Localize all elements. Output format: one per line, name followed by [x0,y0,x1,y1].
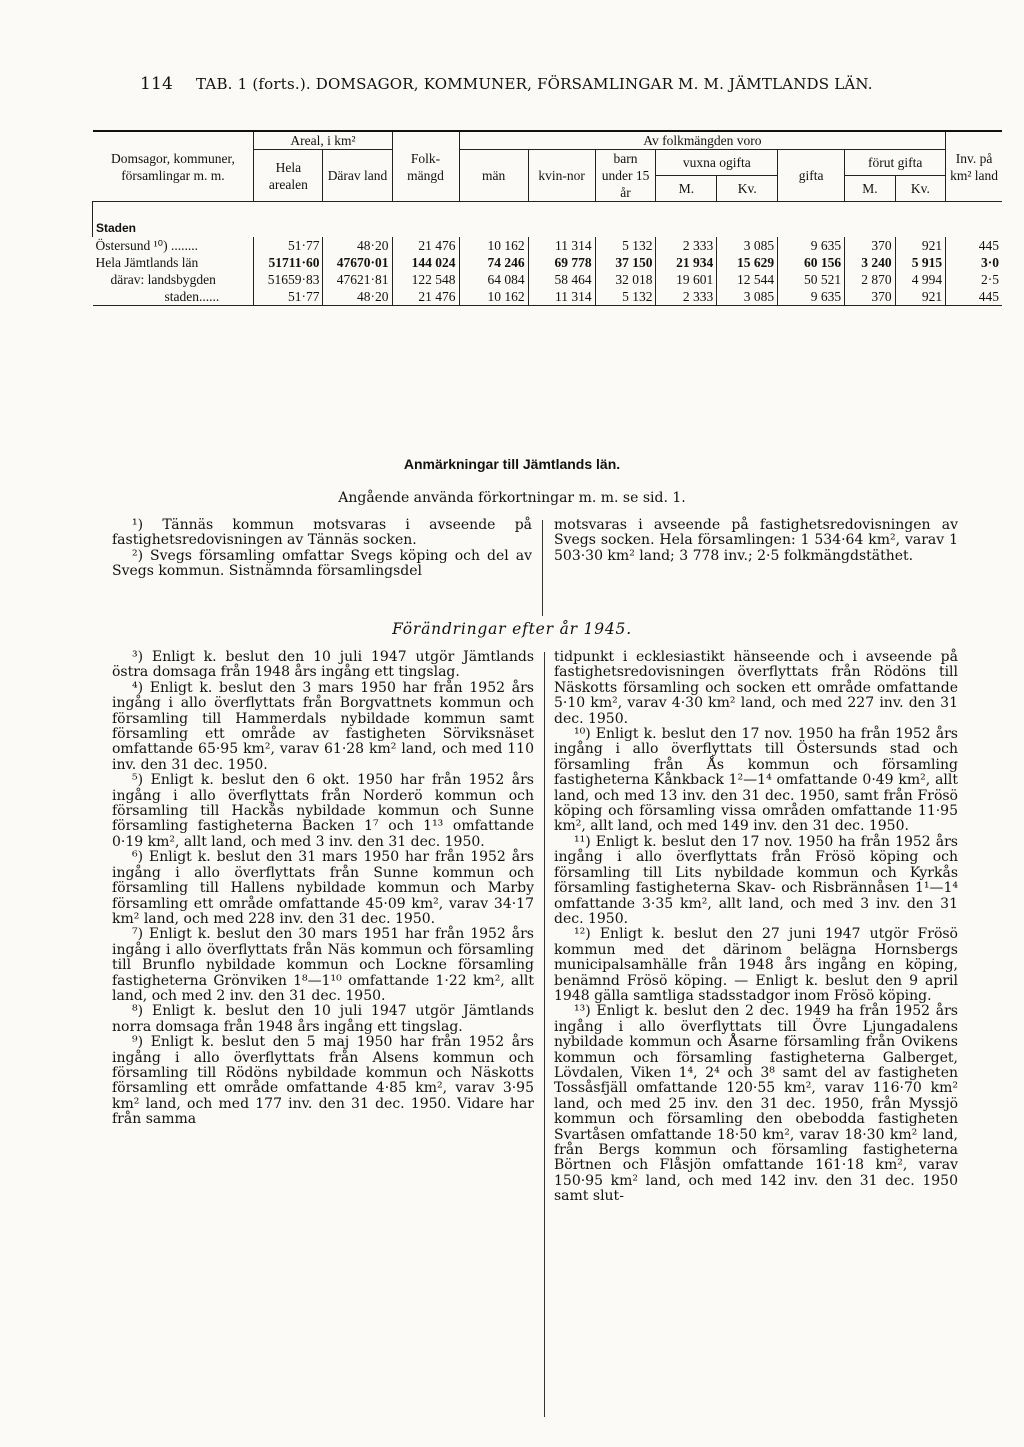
forut-m-header: M. [845,176,896,202]
notes-column-right [554,650,958,1205]
table-cell: 32 018 [595,271,656,288]
column-divider [544,652,545,1417]
table-cell: 11 314 [528,288,595,306]
running-header [140,74,960,94]
footnote-7: ⁷) Enligt k. beslut den 30 mars 1951 har från 1952 års ingång i allo överflyttats från Näs kommun och församling till Brunflo nybildade kommun och Lockne församling fastigheterna Grönviken 1⁸—1¹⁰ omfattande 1·22 km², allt land, och med 2 inv. den 31 dec. 1950. [112,926,534,1004]
table-cell: 47621·81 [323,271,392,288]
footnote-13: ¹³) Enligt k. beslut den 2 dec. 1949 ha från 1952 års ingång i allo överflyttats till Övre Ljungadalens nybildade kommun och Åsarne församling från Ovikens kommun och församling fastigheterna Galberget, Lövdalen, Viken 1⁴, 2⁴ och 3⁸ samt del av fastigheten Tossåsfjäll omfattande 120·55 km², varav 116·70 km² land, och med 25 inv. den 31 dec. 1950, från Myssjö kommun och församling den obebodda fastigheten Svartåsen omfattande 18·50 km², varav 18·30 km² land, från Bergs kommun och församling fastigheterna Börtnen och Flåsjön omfattande 161·18 km², varav 150·95 km² land, och med 142 inv. den 31 dec. 1950 samt slut- [554,1003,958,1205]
table-cell: 4 994 [895,271,946,288]
table-cell: 21 476 [392,288,459,306]
table-cell: 19 601 [656,271,717,288]
table-cell: 48·20 [323,288,392,306]
forut-gifta-header: förut gifta [845,150,946,176]
folkmangd-header: Folk-mängd [392,131,459,202]
table-cell: 69 778 [528,254,595,271]
footnote-9: ⁹) Enligt k. beslut den 5 maj 1950 har från 1952 års ingång i allo överflyttats från Alsens kommun och församling till Rödöns nybildade kommun och Näskotts församling ett område omfattande 4·85 km², varav 3·95 km² land, och med 177 inv. den 31 dec. 1950. Vidare har från samma [112,1034,534,1128]
table-cell: 2 333 [656,288,717,306]
row-label: Hela Jämtlands län [95,255,199,270]
inv-header: Inv. på km² land [946,131,1002,202]
column-divider [542,520,543,616]
notes-column-left [112,650,534,1128]
table-cell: 370 [845,237,896,254]
row-label: staden...... [93,288,254,306]
table-cell: 3 085 [717,288,778,306]
table-cell: 2·5 [946,271,1002,288]
table-cell: 10 162 [459,288,528,306]
footnote-12: ¹²) Enligt k. beslut den 27 juni 1947 utgör Frösö kommun med det därinom belägna Hornsbergs municipalsamhälle från 1948 års ingång en köping, benämnd Frösö köping. — Enligt k. beslut den 9 april 1948 gälla samtliga stadsstadgor inom Frösö köping. [554,926,958,1004]
table-cell: 60 156 [778,254,845,271]
footnote-10: ¹⁰) Enligt k. beslut den 17 nov. 1950 ha från 1952 års ingång i allo överflyttats till Östersunds stad och församling från Ås kommun och församling fastigheterna Kånkback 1²—1⁴ omfattande 0·49 km², allt land, och med 13 inv. den 31 dec. 1950, samt från Frösö köping och församling vissa områden omfattande 11·95 km², allt land, och med 149 inv. den 31 dec. 1950. [554,726,958,835]
footnote-1: ¹) Tännäs kommun motsvaras i avseende på fastighetsredovisningen av Tännäs socken. [112,517,532,549]
table-cell: 51·77 [254,288,323,306]
table-cell: 370 [845,288,896,306]
statistics-table [92,130,1002,306]
kvinnor-header: kvin-nor [528,150,595,202]
table-cell: 445 [946,288,1002,306]
running-title: TAB. 1 (forts.). DOMSAGOR, KOMMUNER, FÖRSAMLINGAR M. M. JÄMTLANDS LÄN. [196,75,873,93]
notes-title: Anmärkningar till Jämtlands län. [403,456,621,472]
forut-kv-header: Kv. [895,176,946,202]
table-cell: 5 132 [595,288,656,306]
abbreviation-note: Angående använda förkortningar m. m. se sid. 1. [338,490,686,506]
table-cell: 51711·60 [254,254,323,271]
darav-land-header: Därav land [323,150,392,202]
table-cell: 51659·83 [254,271,323,288]
footnote-2-continued: motsvaras i avseende på fastighetsredovisningen av Svegs socken. Hela församlingen: 1 534·64 km², varav 1 503·30 km² land; 3 778 inv.; 2·5 folkmängdstäthet. [554,517,958,564]
table-cell: 74 246 [459,254,528,271]
footnote-2: ²) Svegs församling omfattar Svegs köping och del av Svegs kommun. Sistnämnda församlingsdel [112,547,532,580]
table-cell: 3·0 [946,254,1002,271]
table-cell: 3 085 [717,237,778,254]
table-row [93,271,1003,288]
table-cell: 50 521 [778,271,845,288]
footnote-3: ³) Enligt k. beslut den 10 juli 1947 utgör Jämtlands östra domsaga från 1948 års ingång ett tingslag. [112,649,534,681]
table-cell: 11 314 [528,237,595,254]
row-label: därav: landsbygden [110,272,216,287]
footnote-4: ⁴) Enligt k. beslut den 3 mars 1950 har från 1952 års ingång i allo överflyttats från Borgvattnets kommun och församling till Hammerdals nybildade kommun samt församling ett område av fastigheten Sörviksnäset omfattande 65·95 km², varav 61·28 km² land, och med 110 inv. den 31 dec. 1950. [112,679,534,773]
table-cell: 48·20 [323,237,392,254]
table-row [93,254,1003,271]
table-cell: 21 934 [656,254,717,271]
footnote-11: ¹¹) Enligt k. beslut den 17 nov. 1950 ha från 1952 års ingång i allo överflyttats från Frösö köping och församling till Lits nybildade kommun och Kyrkås församling fastigheterna Skav- och Risbrännåsen 1¹—1⁴ omfattande 3·35 km², allt land, och med 3 inv. den 31 dec. 1950. [554,833,958,927]
row-label-header: Domsagor, kommuner, församlingar m. m. [93,131,254,202]
table-cell: 3 240 [845,254,896,271]
footnote-8: ⁸) Enligt k. beslut den 10 juli 1947 utgör Jämtlands norra domsaga från 1948 års ingång ett tingslag. [112,1003,534,1035]
table-cell: 921 [895,288,946,306]
page-number: 114 [140,74,174,94]
table-cell: 51·77 [254,237,323,254]
av-folkmangden-header: Av folkmängden voro [459,131,946,150]
barn-header: barn under 15 år [595,150,656,202]
table-cell: 921 [895,237,946,254]
table-cell: 9 635 [778,288,845,306]
man-header: män [459,150,528,202]
footnote-6: ⁶) Enligt k. beslut den 31 mars 1950 har från 1952 års ingång i allo överflyttats från Sunne kommun och församling till Hallens nybildade kommun och Marby församling ett område omfattande 45·09 km², varav 34·17 km² land, och med 228 inv. den 31 dec. 1950. [112,849,534,927]
hela-arealen-header: Hela arealen [254,150,323,202]
notes-column-top-right [554,518,958,564]
table-cell: 12 544 [717,271,778,288]
table-cell: 5 915 [895,254,946,271]
table-cell: 15 629 [717,254,778,271]
table-cell: 2 333 [656,237,717,254]
footnote-5: ⁵) Enligt k. beslut den 6 okt. 1950 har från 1952 års ingång i allo överflyttats från Norderö kommun och församling till Hackås nybildade kommun och Sunne församling fastigheterna Backen 1⁷ och 1¹³ omfattande 0·19 km², allt land, och med 3 inv. den 31 dec. 1950. [112,772,534,850]
areal-header: Areal, i km² [254,131,392,150]
table-cell: 37 150 [595,254,656,271]
table-cell: 10 162 [459,237,528,254]
vuxna-m-header: M. [656,176,717,202]
changes-subtitle: Förändringar efter år 1945. [392,620,632,638]
notes-column-top-left [112,518,532,580]
table-cell: 21 476 [392,237,459,254]
footnote-9-continued: tidpunkt i ecklesiastikt hänseende och i avseende på fastighetsredovisningen överflyttats från Rödöns till Näskotts församling och socken ett område omfattande 5·10 km², varav 4·30 km² land, och med 227 inv. den 31 dec. 1950. [554,649,958,727]
section-label: Staden [93,202,1003,238]
table-cell: 58 464 [528,271,595,288]
table-cell: 5 132 [595,237,656,254]
table-cell: 144 024 [392,254,459,271]
table-cell: 9 635 [778,237,845,254]
table-cell: 64 084 [459,271,528,288]
table-cell: 47670·01 [323,254,392,271]
table-cell: 2 870 [845,271,896,288]
table-cell: 445 [946,237,1002,254]
table-row [93,288,1003,306]
table-row [93,237,1003,254]
row-label: Östersund ¹⁰) ........ [95,238,198,253]
table-cell: 122 548 [392,271,459,288]
gifta-header: gifta [778,150,845,202]
vuxna-ogifta-header: vuxna ogifta [656,150,778,176]
vuxna-kv-header: Kv. [717,176,778,202]
